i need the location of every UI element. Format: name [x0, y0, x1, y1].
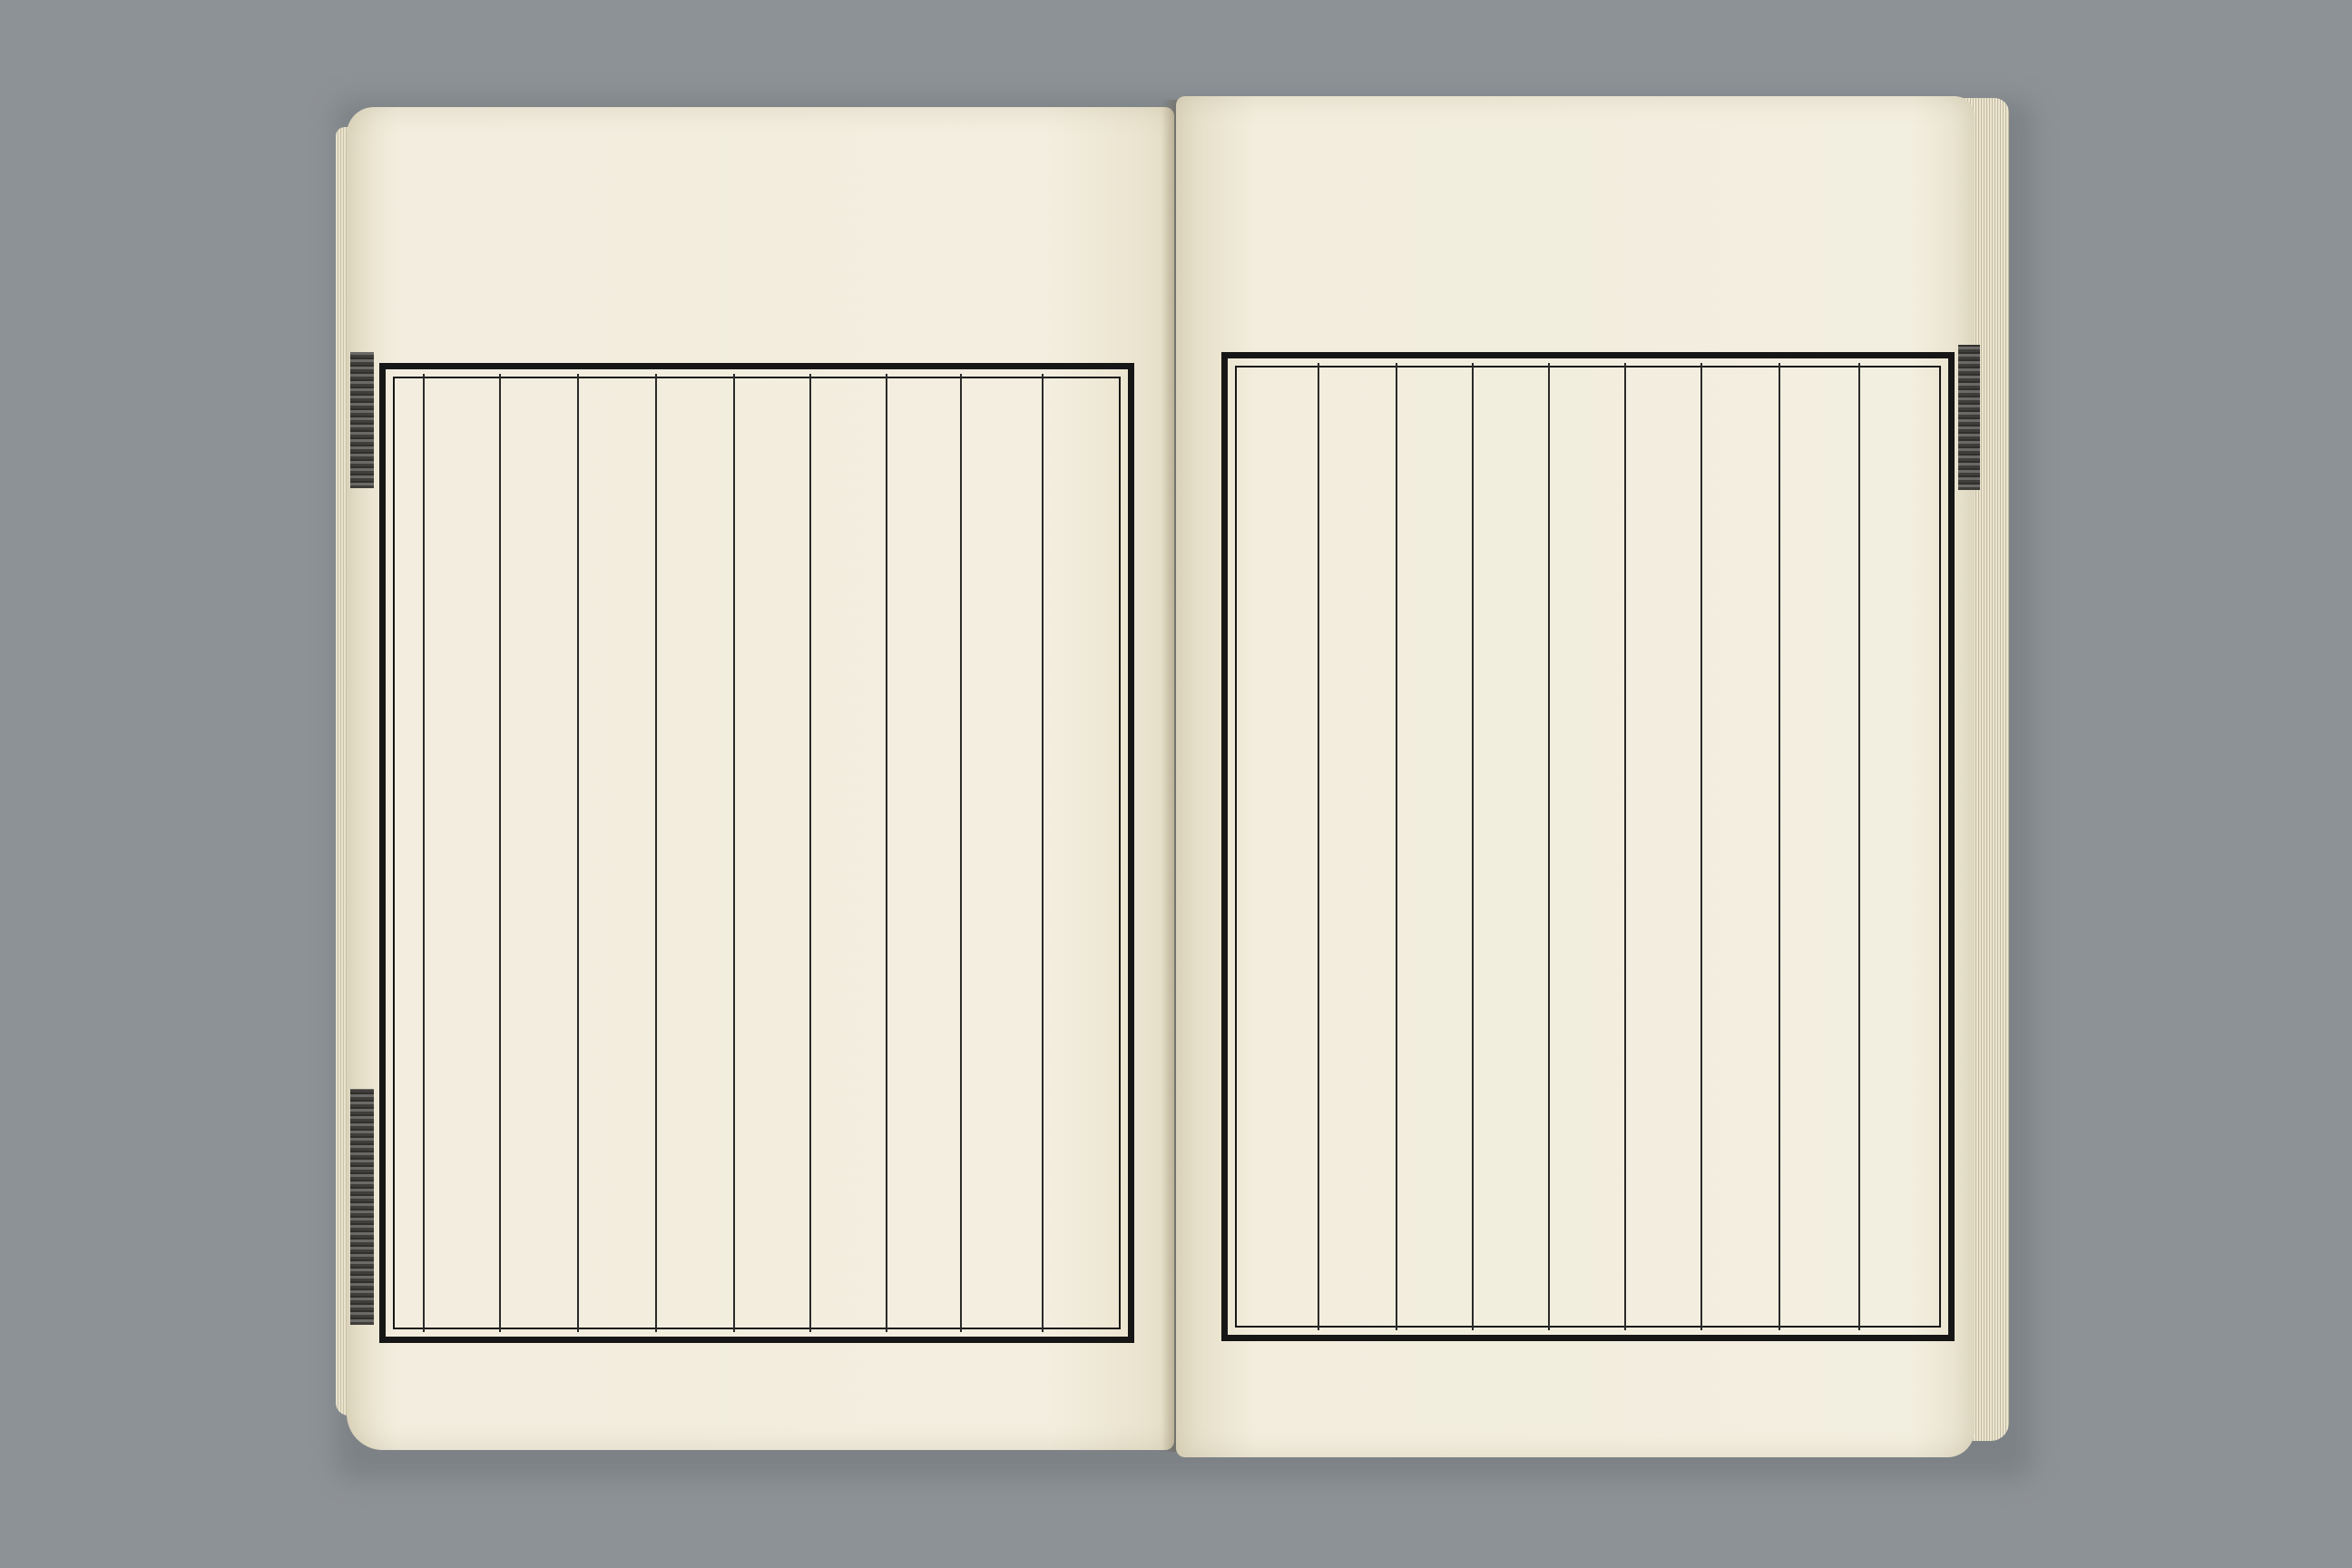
column-rule — [1624, 363, 1626, 1330]
right-page-frame — [1221, 352, 1955, 1341]
column-rule — [1042, 374, 1044, 1332]
fish-tail-mark — [350, 352, 374, 488]
column-rule — [1548, 363, 1550, 1330]
column-rule — [886, 374, 887, 1332]
column-rule — [499, 374, 501, 1332]
column-rule — [960, 374, 962, 1332]
left-page-frame — [379, 363, 1134, 1343]
column-rule — [1700, 363, 1702, 1330]
column-rule — [1779, 363, 1780, 1330]
column-rule — [423, 374, 425, 1332]
column-rule — [1318, 363, 1319, 1330]
column-rule — [1396, 363, 1397, 1330]
column-rule — [1472, 363, 1474, 1330]
column-rule — [809, 374, 811, 1332]
fish-tail-mark — [1958, 345, 1980, 490]
fish-tail-mark — [350, 1089, 374, 1325]
column-rule — [733, 374, 735, 1332]
column-rule — [655, 374, 657, 1332]
column-rule — [1858, 363, 1860, 1330]
column-rule — [577, 374, 579, 1332]
